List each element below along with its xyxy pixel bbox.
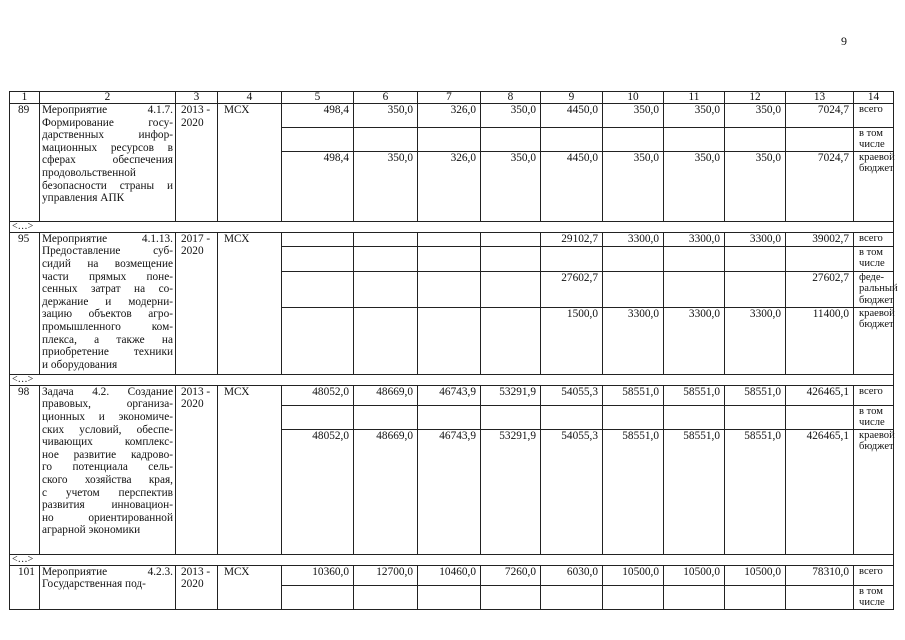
executor-org: МСХ — [218, 104, 282, 222]
measure-name — [40, 104, 176, 222]
period-year-line: 2013 - — [181, 104, 211, 116]
amount-cell: 350,0 — [354, 104, 418, 128]
amount-cell: 48052,0 — [282, 429, 354, 554]
measure-name-line: развития инновацион- — [42, 499, 173, 512]
table-row — [10, 385, 894, 405]
funding-source — [854, 271, 898, 307]
funding-source-line: бюджет — [859, 163, 894, 175]
amount-cell: 53291,9 — [481, 429, 541, 554]
funding-source — [854, 232, 894, 246]
period-year-line: 2017 - — [181, 232, 211, 245]
amount-cell — [725, 128, 786, 152]
measure-name-line: плекса, а также на — [42, 333, 173, 346]
amount-cell — [603, 585, 664, 609]
column-header-1: 1 — [10, 92, 40, 104]
period-year-line: 2020 — [181, 398, 204, 411]
amount-cell — [541, 585, 603, 609]
funding-source — [854, 307, 894, 374]
measure-name — [40, 385, 176, 554]
measure-name-line: ских условий, обеспе- — [42, 423, 173, 436]
amount-cell — [664, 405, 725, 429]
amount-cell — [481, 405, 541, 429]
amount-cell: 3300,0 — [725, 232, 786, 246]
funding-source-line: бюджет — [859, 441, 894, 453]
amount-cell: 7260,0 — [481, 565, 541, 585]
amount-cell: 53291,9 — [481, 385, 541, 405]
amount-cell: 3300,0 — [664, 307, 725, 374]
amount-cell: 7024,7 — [786, 151, 854, 221]
amount-cell — [282, 307, 354, 374]
table-row — [10, 565, 894, 585]
funding-source-line: краевой — [859, 429, 895, 441]
amount-cell: 350,0 — [725, 151, 786, 221]
funding-table — [9, 91, 898, 610]
column-header-6: 6 — [354, 92, 418, 104]
amount-cell: 426465,1 — [786, 429, 854, 554]
page-number: 9 — [841, 34, 847, 48]
amount-cell: 350,0 — [664, 151, 725, 221]
amount-cell: 10500,0 — [603, 565, 664, 585]
executor-org: МСХ — [218, 232, 282, 374]
column-header-4: 4 — [218, 92, 282, 104]
amount-cell: 58551,0 — [664, 385, 725, 405]
measure-name-line: ского хозяйства края, — [42, 473, 173, 486]
period-years — [176, 232, 218, 374]
funding-source-line: в том — [859, 246, 883, 258]
measure-name-line: продовольственной — [42, 166, 136, 179]
measure-name-line: и оборудования — [42, 358, 118, 371]
measure-name-line: безопасности страны и — [42, 179, 173, 192]
amount-cell — [354, 307, 418, 374]
amount-cell: 3300,0 — [603, 307, 664, 374]
measure-name-line: правовых, организа- — [42, 398, 173, 411]
period-year-line: 2020 — [181, 578, 204, 591]
amount-cell — [481, 307, 541, 374]
executor-org: МСХ — [218, 385, 282, 554]
amount-cell — [418, 271, 481, 307]
amount-cell: 46743,9 — [418, 429, 481, 554]
amount-cell: 350,0 — [725, 104, 786, 128]
amount-cell: 3300,0 — [725, 307, 786, 374]
funding-source — [854, 104, 894, 128]
amount-cell: 46743,9 — [418, 385, 481, 405]
ellipsis-mark: <…> — [10, 221, 894, 232]
amount-cell: 54055,3 — [541, 385, 603, 405]
header-row — [10, 92, 894, 104]
amount-cell — [725, 271, 786, 307]
amount-cell: 27602,7 — [786, 271, 854, 307]
row-number: 98 — [10, 385, 40, 554]
funding-source-line: в том — [859, 405, 883, 417]
funding-source-line: в том — [859, 128, 883, 139]
amount-cell — [418, 405, 481, 429]
amount-cell: 39002,7 — [786, 232, 854, 246]
amount-cell — [354, 246, 418, 271]
amount-cell — [418, 246, 481, 271]
amount-cell: 58551,0 — [664, 429, 725, 554]
amount-cell: 498,4 — [282, 151, 354, 221]
amount-cell: 3300,0 — [603, 232, 664, 246]
amount-cell: 48669,0 — [354, 385, 418, 405]
amount-cell: 350,0 — [354, 151, 418, 221]
measure-name-line: приобретение техники — [42, 346, 173, 359]
amount-cell — [603, 405, 664, 429]
ellipsis-row — [10, 221, 894, 232]
measure-name-line: ное развитие кадрово- — [42, 448, 173, 461]
measure-name-line: управления АПК — [42, 192, 125, 205]
amount-cell: 498,4 — [282, 104, 354, 128]
measure-name-line: аграрной экономики — [42, 524, 141, 537]
amount-cell: 326,0 — [418, 104, 481, 128]
amount-cell — [603, 271, 664, 307]
amount-cell — [282, 128, 354, 152]
measure-name-line: ционных и экономиче- — [42, 411, 173, 423]
column-header-7: 7 — [418, 92, 481, 104]
amount-cell: 6030,0 — [541, 565, 603, 585]
amount-cell: 7024,7 — [786, 104, 854, 128]
amount-cell: 12700,0 — [354, 565, 418, 585]
period-years — [176, 104, 218, 222]
period-year-line: 2020 — [181, 245, 204, 258]
amount-cell — [541, 405, 603, 429]
period-years — [176, 385, 218, 554]
amount-cell: 48052,0 — [282, 385, 354, 405]
amount-cell — [481, 246, 541, 271]
funding-source-line: бюджет — [859, 319, 894, 331]
column-header-10: 10 — [603, 92, 664, 104]
amount-cell: 350,0 — [603, 151, 664, 221]
measure-name-line: с учетом перспектив — [42, 486, 173, 499]
funding-source-line: числе — [859, 139, 885, 151]
funding-source-line: всего — [859, 385, 883, 397]
period-year-line: 2013 - — [181, 385, 211, 398]
measure-name-line: Формирование госу- — [42, 116, 173, 129]
amount-cell — [603, 246, 664, 271]
amount-cell — [282, 246, 354, 271]
measure-name-line: дарственных инфор- — [42, 129, 173, 142]
measure-name-line: чивающих комплекс- — [42, 436, 173, 449]
funding-source-line: в том — [859, 585, 883, 597]
amount-cell: 78310,0 — [786, 565, 854, 585]
measure-name-line: Государственная под- — [42, 578, 146, 591]
funding-source — [854, 128, 894, 152]
funding-source-line: ральный — [859, 283, 898, 295]
amount-cell — [725, 246, 786, 271]
funding-source-line: числе — [859, 597, 885, 609]
amount-cell — [664, 585, 725, 609]
column-header-8: 8 — [481, 92, 541, 104]
amount-cell: 11400,0 — [786, 307, 854, 374]
amount-cell — [481, 585, 541, 609]
funding-source-line: числе — [859, 417, 885, 429]
amount-cell: 1500,0 — [541, 307, 603, 374]
funding-source — [854, 246, 894, 271]
amount-cell — [481, 128, 541, 152]
column-header-2: 2 — [40, 92, 176, 104]
measure-name-line: сидий на возмещение — [42, 258, 173, 270]
ellipsis-mark: <…> — [10, 554, 894, 565]
amount-cell — [541, 246, 603, 271]
amount-cell: 10360,0 — [282, 565, 354, 585]
funding-source-line: всего — [859, 232, 883, 244]
column-header-5: 5 — [282, 92, 354, 104]
amount-cell — [725, 585, 786, 609]
measure-name — [40, 232, 176, 374]
measure-name-line: сенных затрат на со- — [42, 283, 173, 296]
amount-cell — [282, 585, 354, 609]
funding-source — [854, 151, 894, 221]
amount-cell: 350,0 — [664, 104, 725, 128]
amount-cell — [418, 128, 481, 152]
table-body — [10, 91, 898, 610]
measure-name-line: части прямых поне- — [42, 270, 173, 283]
program-table — [9, 91, 898, 610]
funding-source-line: краевой — [859, 151, 895, 163]
funding-source — [854, 405, 894, 429]
measure-name-line: сферах обеспечения — [42, 154, 173, 167]
amount-cell — [282, 271, 354, 307]
funding-source-line: всего — [859, 565, 883, 577]
amount-cell — [354, 585, 418, 609]
amount-cell — [603, 128, 664, 152]
funding-source — [854, 385, 894, 405]
amount-cell: 350,0 — [603, 104, 664, 128]
measure-name-line: Мероприятие 4.1.7. — [42, 104, 173, 116]
ellipsis-row — [10, 554, 894, 565]
amount-cell: 426465,1 — [786, 385, 854, 405]
measure-name-line: Мероприятие 4.2.3. — [42, 565, 173, 578]
amount-cell: 350,0 — [481, 151, 541, 221]
column-header-3: 3 — [176, 92, 218, 104]
amount-cell: 10500,0 — [664, 565, 725, 585]
table-row — [10, 232, 894, 246]
amount-cell: 29102,7 — [541, 232, 603, 246]
amount-cell — [282, 405, 354, 429]
measure-name-line: зацию объектов агро- — [42, 308, 173, 321]
amount-cell: 58551,0 — [725, 385, 786, 405]
row-number: 95 — [10, 232, 40, 374]
measure-name-line: держание и модерни- — [42, 295, 173, 308]
funding-source — [854, 585, 894, 609]
funding-source-line: бюджет — [859, 294, 894, 306]
executor-org: МСХ — [218, 565, 282, 609]
amount-cell: 54055,3 — [541, 429, 603, 554]
ellipsis-mark: <…> — [10, 374, 894, 385]
amount-cell: 27602,7 — [541, 271, 603, 307]
funding-source-line: феде- — [859, 271, 885, 283]
amount-cell: 4450,0 — [541, 104, 603, 128]
amount-cell — [786, 405, 854, 429]
funding-source-line: числе — [859, 258, 885, 270]
amount-cell — [786, 246, 854, 271]
funding-source-line: всего — [859, 104, 883, 115]
period-year-line: 2013 - — [181, 565, 211, 578]
measure-name-line: го потенциала сель- — [42, 461, 173, 474]
amount-cell: 10500,0 — [725, 565, 786, 585]
amount-cell — [725, 405, 786, 429]
amount-cell: 58551,0 — [603, 385, 664, 405]
column-header-11: 11 — [664, 92, 725, 104]
amount-cell: 58551,0 — [603, 429, 664, 554]
table-row — [10, 104, 894, 128]
measure-name-line: Предоставление суб- — [42, 245, 173, 258]
amount-cell — [354, 128, 418, 152]
amount-cell — [354, 405, 418, 429]
measure-name-line: но ориентированной — [42, 511, 173, 524]
amount-cell: 4450,0 — [541, 151, 603, 221]
amount-cell — [354, 232, 418, 246]
ellipsis-row — [10, 374, 894, 385]
measure-name-line: мационных ресурсов в — [42, 141, 173, 154]
period-years — [176, 565, 218, 609]
column-header-13: 13 — [786, 92, 854, 104]
amount-cell — [418, 307, 481, 374]
funding-source — [854, 565, 894, 585]
amount-cell: 3300,0 — [664, 232, 725, 246]
amount-cell: 350,0 — [481, 104, 541, 128]
amount-cell — [481, 271, 541, 307]
amount-cell — [664, 246, 725, 271]
amount-cell — [786, 585, 854, 609]
column-header-14: 14 — [854, 92, 894, 104]
amount-cell: 58551,0 — [725, 429, 786, 554]
amount-cell — [664, 128, 725, 152]
measure-name — [40, 565, 176, 609]
amount-cell — [418, 232, 481, 246]
amount-cell: 326,0 — [418, 151, 481, 221]
row-number: 89 — [10, 104, 40, 222]
funding-source-line: краевой — [859, 307, 895, 319]
amount-cell — [541, 128, 603, 152]
amount-cell — [786, 128, 854, 152]
column-header-9: 9 — [541, 92, 603, 104]
funding-source — [854, 429, 894, 554]
measure-name-line: Мероприятие 4.1.13. — [42, 232, 173, 245]
amount-cell — [418, 585, 481, 609]
amount-cell — [354, 271, 418, 307]
amount-cell: 10460,0 — [418, 565, 481, 585]
amount-cell — [282, 232, 354, 246]
amount-cell: 48669,0 — [354, 429, 418, 554]
column-header-12: 12 — [725, 92, 786, 104]
measure-name-line: промышленного ком- — [42, 320, 173, 333]
row-number: 101 — [10, 565, 40, 609]
amount-cell — [664, 271, 725, 307]
amount-cell — [481, 232, 541, 246]
measure-name-line: Задача 4.2. Создание — [42, 385, 173, 398]
period-year-line: 2020 — [181, 116, 204, 129]
